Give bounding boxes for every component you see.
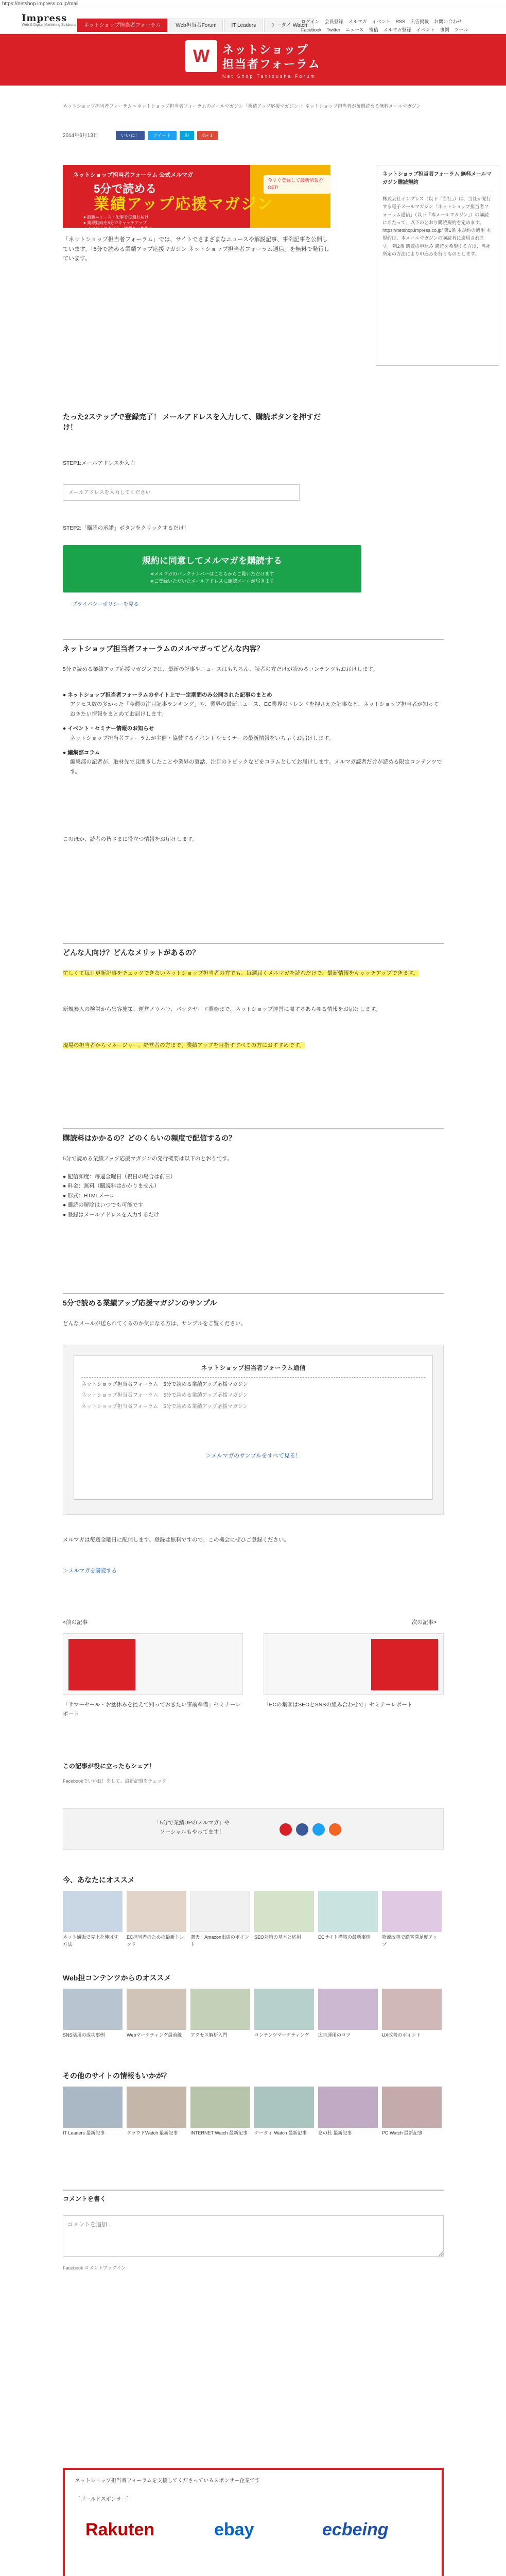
web-recommend-title: Web担コンテンツからのオススメ <box>63 1974 171 1982</box>
list-item-title: 楽天・Amazon出店のポイント <box>190 1935 250 1947</box>
follow-box <box>63 1808 444 1850</box>
hero-bullet: ● 業界動向を5分でキャッチアップ <box>83 221 147 226</box>
section-what-title: ネットショップ担当者フォーラムのメルマガってどんな内容？ <box>63 639 444 654</box>
thumbnail <box>127 1891 186 1932</box>
list-item[interactable] <box>127 2087 186 2159</box>
list-item-title: ● イベント・セミナー情報のお知らせ <box>63 725 154 732</box>
next-article-label[interactable]: 次の記事> <box>412 1619 437 1625</box>
highlighted-text: 現場の担当者からマネージャー、経営者の方まで、業績アップを目指すすべての方におすすめです。 <box>63 1042 305 1048</box>
site-logo-mark: W <box>185 40 217 72</box>
header-link[interactable]: メルマガ登録 <box>383 27 411 32</box>
section-cost-list <box>63 1172 444 1219</box>
section-sample-outro: メルマガは毎週金曜日に配信します。登録は無料ですので、この機会にぜひご登録ください。 <box>63 1537 289 1543</box>
section-who-p1 <box>63 969 444 978</box>
prev-article-thumb[interactable] <box>63 1633 243 1695</box>
thumbnail <box>318 2087 378 2128</box>
section-sample-title: 5分で読める業績アップ応援マガジンのサンプル <box>63 1293 444 1309</box>
list-item[interactable] <box>382 2087 442 2159</box>
follow-text: 「5分で業績UPのメルマガ」や ソーシャルもやってます！ <box>154 1820 230 1836</box>
signup-title: たった2ステップで登録完了！ メールアドレスを入力して、購読ボタンを押すだけ！ <box>63 413 321 431</box>
sample-mail-line: ネットショップ担当者フォーラム 5分で読める業績アップ応援マガジン <box>81 1403 248 1410</box>
list-item-title: EC担当者のための最新トレンド <box>127 1935 184 1947</box>
list-item[interactable] <box>190 1891 250 1963</box>
list-item-body: アクセス数の多かった「今週の注目記事ランキング」や、業界の最新ニュース、EC業界のトレンドを押さえた記事など、ネットショップ担当者が知っておきたい情報をまとめてお届けします。 <box>70 701 439 717</box>
prev-thumb-image <box>68 1639 135 1690</box>
hatena-bookmark-button[interactable]: B! <box>180 131 195 140</box>
list-item-title: ● 編集部コラム <box>63 749 100 756</box>
recommend-list <box>63 1891 444 1963</box>
twitter-icon[interactable] <box>312 1823 325 1836</box>
article-date: 2014年6月13日 <box>63 133 98 139</box>
facebook-like-button[interactable]: いいね！ <box>116 131 145 140</box>
list-item[interactable] <box>63 1989 123 2061</box>
thumbnail <box>190 1989 250 2030</box>
ecbeing-logo[interactable]: ecbeing <box>322 2520 389 2539</box>
header-link[interactable]: イベント <box>416 27 435 32</box>
hero-title: 業績アップ応援マガジン <box>94 196 274 213</box>
header-link[interactable]: RSS <box>395 19 406 24</box>
list-item[interactable] <box>382 1989 442 2061</box>
list-item[interactable] <box>127 1891 186 1963</box>
comment-plugin-label: Facebook コメントプラグイン <box>63 2265 126 2270</box>
list-item[interactable] <box>190 1989 250 2061</box>
list-item[interactable] <box>254 1989 314 2061</box>
section-cost-title: 購読料はかかるの？どのくらいの頻度で配信するの？ <box>63 1128 444 1144</box>
list-item-title: IT Leaders 最新記事 <box>63 2130 105 2136</box>
impress-logo[interactable]: Impress <box>22 13 67 24</box>
section-who-title: どんな人向け？どんなメリットがあるの？ <box>63 943 444 958</box>
ebay-logo[interactable]: ebay <box>214 2520 254 2539</box>
hero-bullet: ● イベントやセミナー情報もいち早く <box>83 226 153 231</box>
section-who-p2: 新規参入の検討から集客施策、運営ノウハウ、バックヤード業務まで、ネットショップ運営に関するあらゆる情報をお届けします。 <box>63 1006 381 1012</box>
list-item-body: ネットショップ担当者フォーラムが主催・協賛するイベントやセミナーの最新情報をいち早くお届けします。 <box>70 735 334 741</box>
list-item[interactable] <box>63 1891 123 1963</box>
header-links <box>301 19 486 34</box>
impress-logo-subtitle: Web & Digital Marketing Solutions <box>22 23 76 27</box>
list-item-title: ECサイト構築の最新事情 <box>318 1935 371 1940</box>
subscribe-button-note: ※メルマガのバックナンバーはこちらからご覧いただけます <box>150 571 274 577</box>
gold-sponsor-label: ［ゴールドスポンサー］ <box>75 2497 132 2502</box>
list-item-title: SNS活用の成功事例 <box>63 2032 105 2038</box>
list-item-title: 物流改善で顧客満足度アップ <box>382 1935 438 1947</box>
intro-text: 「ネットショップ担当者フォーラム」では、サイトでさまざまなニュースや解説記事、事例記事を公開しています。「5分で読める業績アップ応援マガジン ネットショップ担当者フォーラム通信」を無料で発行しています。 <box>63 236 329 262</box>
next-article-thumb[interactable] <box>264 1633 444 1695</box>
hero-callout: 今すぐ登録して最新情報をGET! <box>264 175 330 194</box>
thumbnail <box>127 1989 186 2030</box>
section-what-lead: 5分で読める業績アップ応援マガジンでは、最新の記事やニュースはもちろん、読者の方だけが読めるコンテンツもお届けします。 <box>63 666 378 672</box>
section-cost-lead: 5分で読める業績アップ応援マガジンの発行概要は以下のとおりです。 <box>63 1156 233 1162</box>
prev-article-label[interactable]: <前の記事 <box>63 1619 88 1625</box>
list-item[interactable] <box>127 1989 186 2061</box>
thumbnail <box>382 1891 442 1932</box>
header-link[interactable]: ツール <box>454 27 468 32</box>
section-who-p3 <box>63 1041 444 1050</box>
site-banner[interactable] <box>0 34 506 86</box>
header-link[interactable]: ニュース <box>345 27 364 32</box>
thumbnail <box>318 1891 378 1932</box>
subscribe-button[interactable] <box>63 545 361 592</box>
email-field[interactable] <box>63 484 300 501</box>
list-item-title: SEO対策の基本と応用 <box>254 1935 302 1940</box>
site-title-english: Net Shop Tantousha Forum <box>222 74 316 79</box>
mail-magazine-hero <box>63 165 330 231</box>
tab-it-leaders[interactable]: IT Leaders <box>224 19 263 32</box>
mail-icon[interactable] <box>280 1823 292 1836</box>
sample-mail-line: ネットショップ担当者フォーラム 5分で読める業績アップ応援マガジン <box>81 1377 425 1389</box>
breadcrumb[interactable]: ネットショップ担当者フォーラム > ネットショップ担当者フォーラムのメールマガジン「業績アップ応援マガジン」：ネットショップ担当者が毎週読める無料メールマガジン <box>63 104 421 109</box>
hero-bullets <box>83 214 153 232</box>
header-link[interactable]: Facebook <box>301 27 322 32</box>
tab-keitai-watch[interactable]: ケータイ Watch <box>264 19 314 32</box>
list-item[interactable] <box>318 1891 378 1963</box>
header-link[interactable]: ログイン <box>301 19 320 24</box>
list-item-title: PC Watch 最新記事 <box>382 2130 423 2136</box>
header-link[interactable]: イベント <box>372 19 391 24</box>
google-plus-button[interactable]: G+ 1 <box>197 131 218 140</box>
facebook-icon[interactable] <box>296 1823 308 1836</box>
list-item: ● 形式：HTMLメール <box>63 1192 115 1199</box>
web-recommend-list <box>63 1989 444 2061</box>
hero-subtitle: 5分で読める <box>94 182 157 195</box>
sponsor-intro: ネットショップ担当者フォーラムを支援してくださっているスポンサー企業です <box>75 2478 260 2484</box>
subscribe-button-label: 規約に同意してメルマガを購読する <box>142 556 282 566</box>
prev-article-title[interactable]: 「サマーセール・お盆休みを控えて知っておきたい事前準備」セミナーレポート <box>63 1702 241 1718</box>
other-sites-list <box>63 2087 444 2159</box>
thumbnail <box>127 2087 186 2128</box>
tab-netshop[interactable]: ネットショップ担当者フォーラム <box>77 19 167 32</box>
other-sites-title: その他のサイトの情報もいかが？ <box>63 2072 171 2080</box>
rss-icon[interactable] <box>329 1823 341 1836</box>
comments-title: コメントを書く <box>63 2190 444 2204</box>
top-navigation <box>0 8 506 34</box>
next-article-title[interactable]: 「ECの集客はSEOとSNSの組み合わせで」セミナーレポート <box>264 1702 413 1708</box>
comment-input[interactable] <box>63 2215 444 2257</box>
thumbnail <box>190 2087 250 2128</box>
header-link[interactable]: お問い合わせ <box>434 19 462 24</box>
header-link[interactable]: Twitter <box>326 27 341 32</box>
list-item-title: 広告運用のコツ <box>318 2032 351 2038</box>
sidebar-body: 株式会社インプレス（以下「当社」）は、当社が発行する電子メールマガジン「ネットショップ担当者フォーラム通信」（以下「本メールマガジン」）の購読にあたって、以下のとおり購読規約を定めます。https://netshop.impress.co.jp/ 第1条 本規約の適用 本規約は、本メールマガジンの購読者に適用されます。 第2条 購読の申込み 購読を希望する方は、当社所定の方法により申込みを行うものとします。 <box>382 192 493 357</box>
recommend-title: 今、あなたにオススメ <box>63 1876 135 1884</box>
list-item: ● 配信頻度：毎週金曜日（祝日の場合は前日） <box>63 1174 176 1180</box>
list-item[interactable] <box>190 2087 250 2159</box>
list-item[interactable] <box>318 2087 378 2159</box>
thumbnail <box>254 1989 314 2030</box>
thumbnail <box>63 2087 123 2128</box>
list-item[interactable] <box>318 1989 378 2061</box>
list-item-body: 編集部の記者が、取材先で見聞きしたことや業界の裏話、注目のトピックなどをコラムとしてお届けします。メルマガ読者だけが読める限定コンテンツです。 <box>70 759 442 775</box>
list-item: ● 登録はメールアドレスを入力するだけ <box>63 1211 160 1218</box>
site-tabs <box>77 19 316 32</box>
sponsor-box <box>63 2468 444 2576</box>
url-bar: https://netshop.impress.co.jp/mail <box>0 0 506 8</box>
list-item[interactable] <box>254 1891 314 1963</box>
list-item-title: UX改善のポイント <box>382 2032 421 2038</box>
list-item[interactable] <box>63 2087 123 2159</box>
register-link-text[interactable]: ＞メルマガを購読する <box>63 1568 117 1574</box>
sample-all-link-text[interactable]: ＞メルマガのサンプルをすべて見る！ <box>205 1453 301 1460</box>
rakuten-logo[interactable]: Rakuten <box>85 2520 155 2539</box>
thumbnail <box>190 1891 250 1932</box>
site-title-line1: ネットショップ <box>222 43 309 56</box>
next-thumb-image <box>371 1639 438 1690</box>
sample-mail-line: ネットショップ担当者フォーラム 5分で読める業績アップ応援マガジン <box>81 1393 248 1399</box>
privacy-policy-link[interactable]: プライバシーポリシーを見る <box>72 602 139 607</box>
share-bottom-label: この記事が役に立ったらシェア！ <box>63 1762 155 1770</box>
list-item: ● 料金：無料（購読料はかかりません） <box>63 1183 160 1190</box>
sidebar-terms-box[interactable] <box>376 165 499 366</box>
register-link[interactable] <box>63 1566 117 1575</box>
header-link[interactable]: 事例 <box>440 27 449 32</box>
thumbnail <box>318 1989 378 2030</box>
list-item[interactable] <box>382 1891 442 1963</box>
section-sample-lead: どんなメールが送られてくるのか気になる方は、サンプルをご覧ください。 <box>63 1320 246 1327</box>
sample-preview[interactable] <box>63 1345 444 1515</box>
thumbnail <box>382 1989 442 2030</box>
tweet-button[interactable]: ツイート <box>148 131 177 140</box>
list-item-title: ● ネットショップ担当者フォーラムのサイト上で一定期間のみ公開された記事のまとめ <box>63 692 272 698</box>
header-link[interactable]: 広告掲載 <box>410 19 429 24</box>
list-item-title: ネット通販で売上を伸ばす方法 <box>63 1935 119 1947</box>
sample-mail-head: ネットショップ担当者フォーラム通信 <box>201 1364 306 1371</box>
list-item-title: アクセス解析入門 <box>190 2032 228 2038</box>
signup-step1: STEP1:メールアドレスを入力 <box>63 460 135 466</box>
subscribe-button-note: ※ご登録いただいたメールアドレスに確認メールが届きます <box>150 578 274 584</box>
list-item-title: ケータイ Watch 最新記事 <box>254 2130 307 2136</box>
header-link[interactable]: メルマガ <box>348 19 367 24</box>
header-link[interactable]: 寄稿 <box>369 27 378 32</box>
signup-step2: STEP2:「購読の承諾」ボタンをクリックするだけ！ <box>63 525 189 531</box>
thumbnail <box>254 1891 314 1932</box>
section-what-list <box>63 690 444 782</box>
list-item[interactable] <box>254 2087 314 2159</box>
tab-webtan[interactable]: Web担当者Forum <box>169 19 223 32</box>
thumbnail <box>63 1989 123 2030</box>
thumbnail <box>63 1891 123 1932</box>
share-buttons <box>116 131 218 140</box>
sample-mail <box>74 1355 433 1500</box>
list-item-title: コンテンツマーケティング <box>254 2032 309 2038</box>
section-what-outro: このほか、読者の皆さまに役立つ情報をお届けします。 <box>63 836 198 842</box>
list-item-title: 窓の杜 最新記事 <box>318 2130 352 2136</box>
list-item-title: INTERNET Watch 最新記事 <box>190 2130 248 2136</box>
site-title-line2: 担当者フォーラム <box>222 58 321 71</box>
hero-kicker: ネットショップ担当者フォーラム 公式メルマガ <box>73 172 194 178</box>
sidebar-title: ネットショップ担当者フォーラム 無料メールマガジン購読規約 <box>382 172 492 185</box>
list-item-title: Webマーケティング最前線 <box>127 2032 182 2038</box>
thumbnail <box>382 2087 442 2128</box>
header-link[interactable]: 会員登録 <box>324 19 343 24</box>
thumbnail <box>254 2087 314 2128</box>
hero-bullet: ● 最新ニュース・記事を毎週お届け <box>83 215 149 219</box>
list-item-title: クラウドWatch 最新記事 <box>127 2130 178 2136</box>
sample-all-link[interactable] <box>81 1452 425 1461</box>
highlighted-text: 忙しくて毎日更新記事をチェックできないネットショップ担当者の方でも、毎週届くメルマガを読むだけで、最新情報をキャッチアップできます。 <box>63 970 419 976</box>
list-item: ● 購読の解除はいつでも可能です <box>63 1202 144 1209</box>
facebook-like-text: Facebookでいいね！をして、最新記事をチェック <box>63 1778 167 1784</box>
